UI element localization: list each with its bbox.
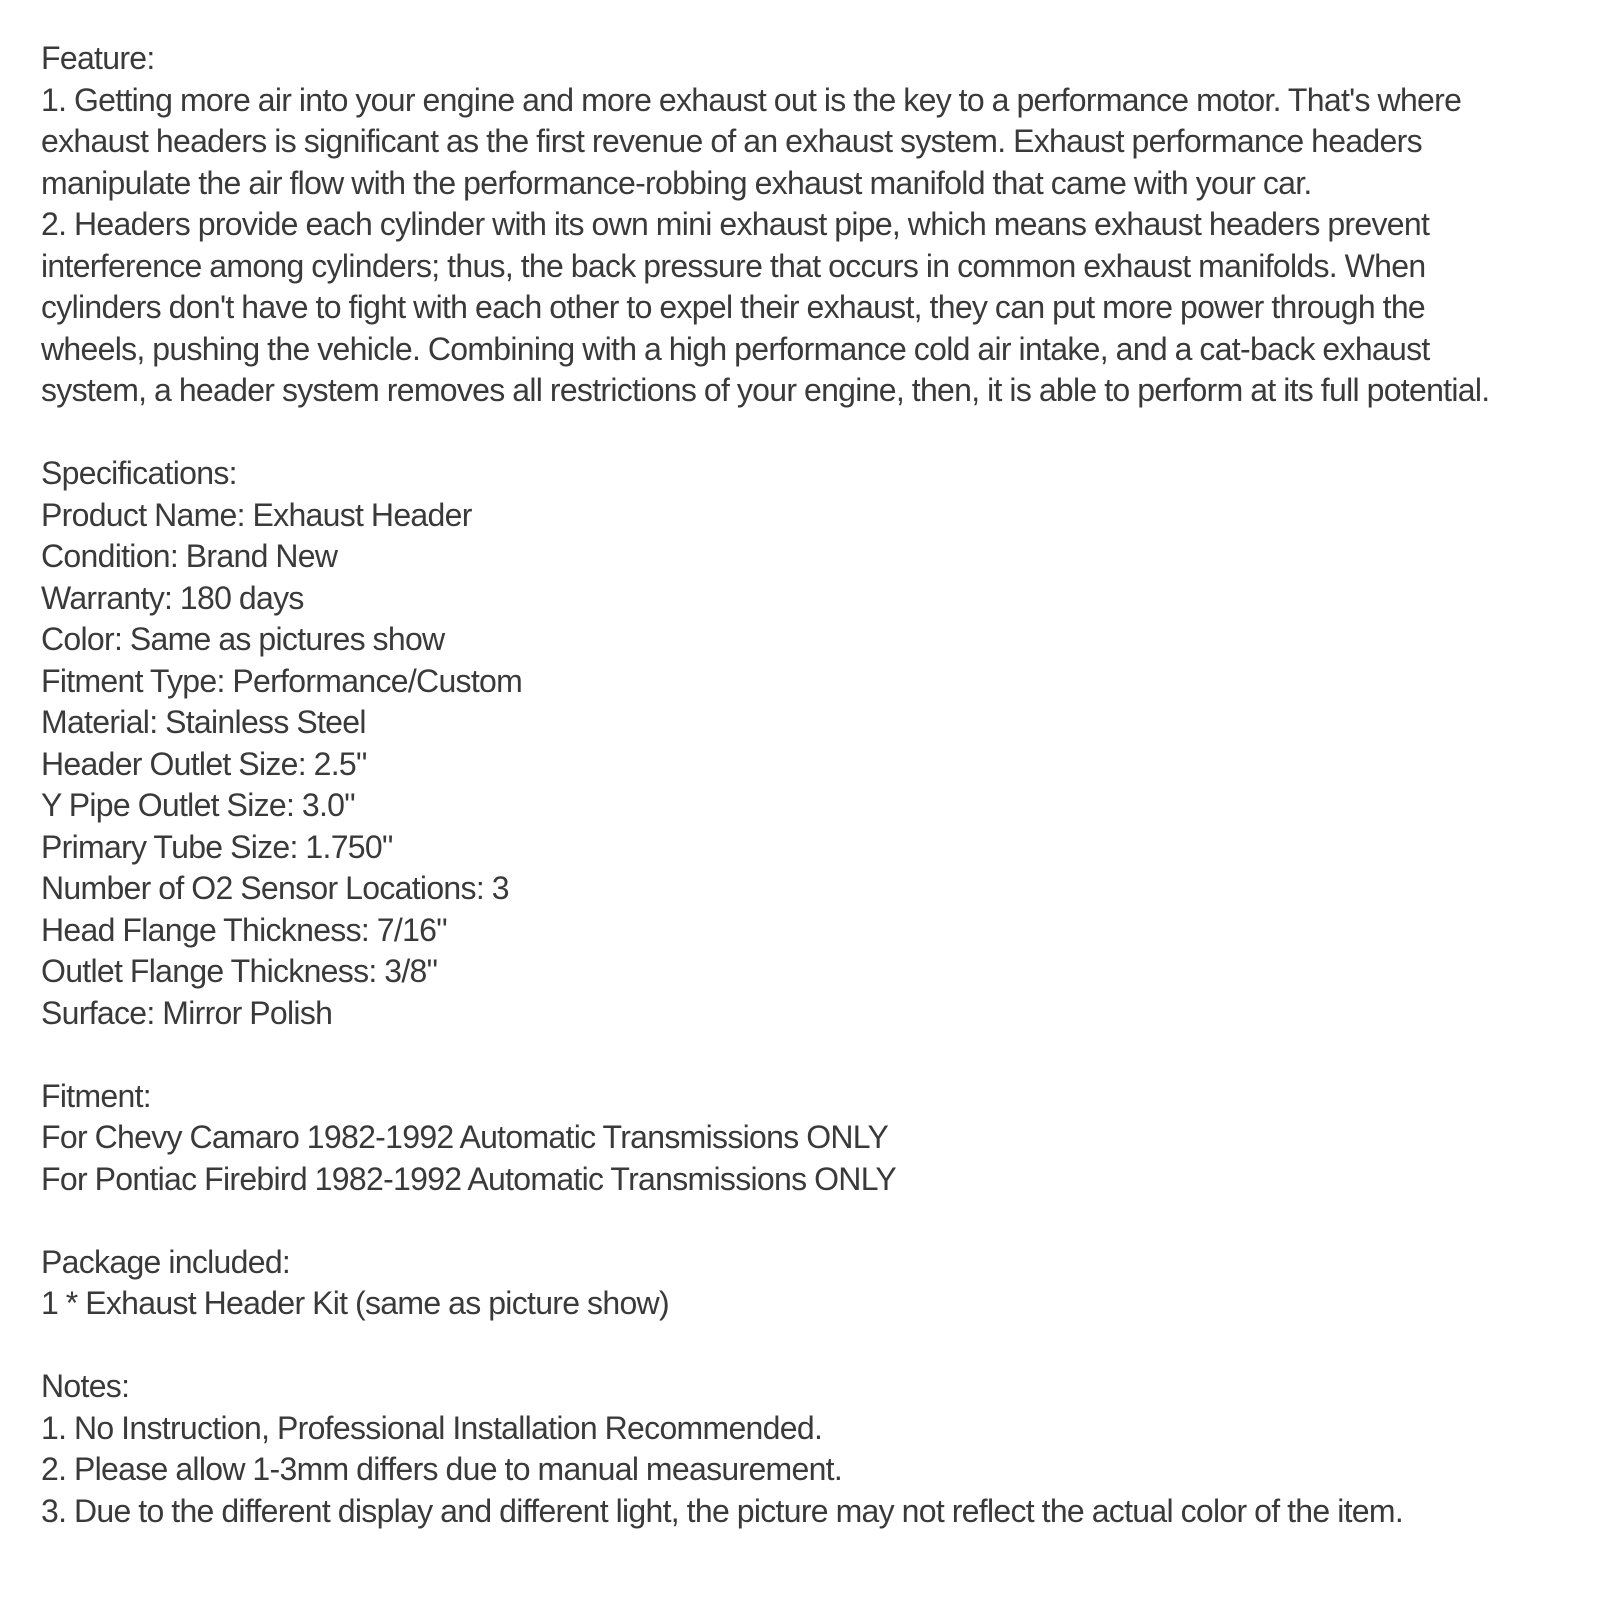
- note-line: 1. No Instruction, Professional Installation Recommended.: [41, 1409, 823, 1446]
- spec-primary-tube-size: Primary Tube Size: 1.750": [41, 828, 393, 865]
- feature-line: system, a header system removes all restrictions of your engine, then, it is able to perform at its full potential.: [41, 372, 1490, 408]
- spec-condition: Condition: Brand New: [41, 538, 338, 574]
- fitment-line: For Chevy Camaro 1982-1992 Automatic Transmissions ONLY: [41, 1119, 889, 1155]
- specifications-heading: Specifications:: [41, 455, 237, 491]
- spec-head-flange-thickness: Head Flange Thickness: 7/16": [41, 911, 447, 948]
- section-spacer: [41, 1200, 1581, 1242]
- notes-section: [41, 1366, 1581, 1532]
- product-description: [41, 38, 1581, 1532]
- fitment-heading: Fitment:: [41, 1077, 151, 1114]
- spec-warranty: Warranty: 180 days: [41, 579, 304, 616]
- note-line: 3. Due to the different display and different light, the picture may not reflect the actual color of the item.: [41, 1492, 1404, 1529]
- spec-o2-sensor-locations: Number of O2 Sensor Locations: 3: [41, 870, 509, 906]
- feature-line: wheels, pushing the vehicle. Combining with a high performance cold air intake, and a cat-back exhaust: [41, 330, 1430, 367]
- section-spacer: [41, 412, 1581, 454]
- package-heading: Package included:: [41, 1243, 291, 1280]
- spec-y-pipe-outlet-size: Y Pipe Outlet Size: 3.0": [41, 787, 355, 823]
- fitment-section: [41, 1076, 1581, 1201]
- spec-product-name: Product Name: Exhaust Header: [41, 496, 472, 533]
- feature-line: 2. Headers provide each cylinder with its own mini exhaust pipe, which means exhaust headers prevent: [41, 206, 1430, 242]
- feature-line: interference among cylinders; thus, the back pressure that occurs in common exhaust manifolds. When: [41, 247, 1426, 284]
- spec-color: Color: Same as pictures show: [41, 621, 445, 657]
- package-section: [41, 1242, 1581, 1325]
- spec-fitment-type: Fitment Type: Performance/Custom: [41, 662, 523, 699]
- fitment-line: For Pontiac Firebird 1982-1992 Automatic Transmissions ONLY: [41, 1160, 897, 1197]
- feature-line: 1. Getting more air into your engine and more exhaust out is the key to a performance motor. That's where: [41, 81, 1462, 118]
- spec-header-outlet-size: Header Outlet Size: 2.5": [41, 745, 367, 782]
- note-line: 2. Please allow 1-3mm differs due to manual measurement.: [41, 1451, 843, 1487]
- package-line: 1 * Exhaust Header Kit (same as picture show): [41, 1285, 669, 1321]
- feature-line: exhaust headers is significant as the first revenue of an exhaust system. Exhaust performance headers: [41, 123, 1422, 159]
- spec-surface: Surface: Mirror Polish: [41, 994, 333, 1031]
- section-spacer: [41, 1325, 1581, 1367]
- specifications-section: [41, 453, 1581, 1034]
- notes-heading: Notes:: [41, 1368, 130, 1404]
- spec-material: Material: Stainless Steel: [41, 704, 366, 740]
- section-spacer: [41, 1034, 1581, 1076]
- spec-outlet-flange-thickness: Outlet Flange Thickness: 3/8": [41, 953, 438, 989]
- feature-section: [41, 38, 1581, 412]
- feature-heading: Feature:: [41, 40, 155, 76]
- feature-line: cylinders don't have to fight with each other to expel their exhaust, they can put more power through the: [41, 289, 1426, 325]
- feature-line: manipulate the air flow with the performance-robbing exhaust manifold that came with your car.: [41, 164, 1312, 201]
